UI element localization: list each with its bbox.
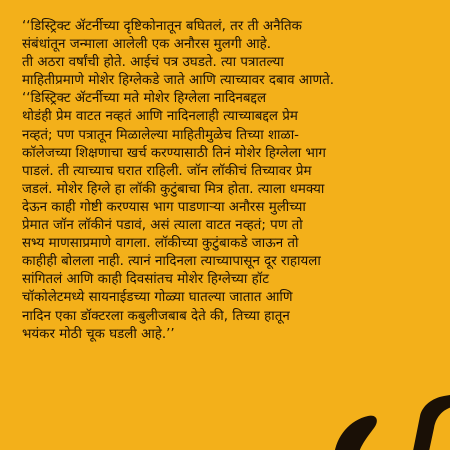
blurb-line: पाडलं. ती त्याच्याच घरात राहिली. जॉन लॉकीचं तिच्यावर प्रेम	[22, 163, 312, 179]
blurb-line: ‘‘डिस्ट्रिक्ट ॲटर्नीच्या मते मोशेर हिग्लेला नादिनबद्दल	[22, 91, 267, 107]
blurb-line: सांगितलं आणि काही दिवसांतच मोशेर हिग्लेच्या हॉट	[22, 272, 269, 288]
blurb-text	[22, 18, 438, 344]
blurb-line: चॉकोलेटमध्ये सायनाईडच्या गोळ्या घातल्या जातात आणि	[22, 290, 293, 306]
corner-decorative-glyph	[316, 376, 450, 450]
blurb-line: थोडंही प्रेम वाटत नव्हतं आणि नादिनलाही त्याच्याबद्दल प्रेम	[22, 109, 298, 125]
blurb-line: भयंकर मोठी चूक घडली आहे.’’	[22, 326, 175, 342]
blurb-line: ती अठरा वर्षांची होते. आईचं पत्र उघडते. त्या पत्रातल्या	[22, 55, 284, 71]
blurb-line: माहितीप्रमाणे मोशेर हिग्लेकडे जाते आणि त्याच्यावर दबाव आणते.	[22, 73, 335, 89]
blurb-line: काहीही बोलला नाही. त्यानं नादिनला त्याच्यापासून दूर राहायला	[22, 254, 321, 270]
blurb-paragraph-2	[22, 90, 438, 343]
blurb-line: देऊन काही गोष्टी करण्यास भाग पाडणाऱ्या अनौरस मुलीच्या	[22, 199, 306, 215]
blurb-line: नव्हतं; पण पत्रातून मिळालेल्या माहितीमुळेच तिच्या शाळा-	[22, 127, 299, 143]
blurb-paragraph-1	[22, 18, 438, 90]
blurb-line: सभ्य माणसाप्रमाणे वागला. लॉकीच्या कुटुंबाकडे जाऊन तो	[22, 236, 299, 252]
blurb-line: नादिन एका डॉक्टरला कबुलीजबाब देते की, तिच्या हातून	[22, 308, 290, 324]
blurb-line: कॉलेजच्या शिक्षणाचा खर्च करण्यासाठी तिनं मोशेर हिग्लेला भाग	[22, 145, 326, 161]
blurb-line: संबंधांतून जन्माला आलेली एक अनौरस मुलगी आहे.	[22, 37, 272, 53]
blurb-line: प्रेमात जॉन लॉकीनं पडावं, असं त्याला वाटत नव्हतं; पण तो	[22, 218, 303, 234]
decorative-glyph-icon	[316, 376, 450, 450]
blurb-line: जडलं. मोशेर हिग्ले हा लॉकी कुटुंबाचा मित्र होता. त्याला धमक्या	[22, 181, 325, 197]
blurb-line: ‘‘डिस्ट्रिक्ट ॲटर्नीच्या दृष्टिकोनातून बघितलं, तर ती अनैतिक	[22, 19, 302, 34]
